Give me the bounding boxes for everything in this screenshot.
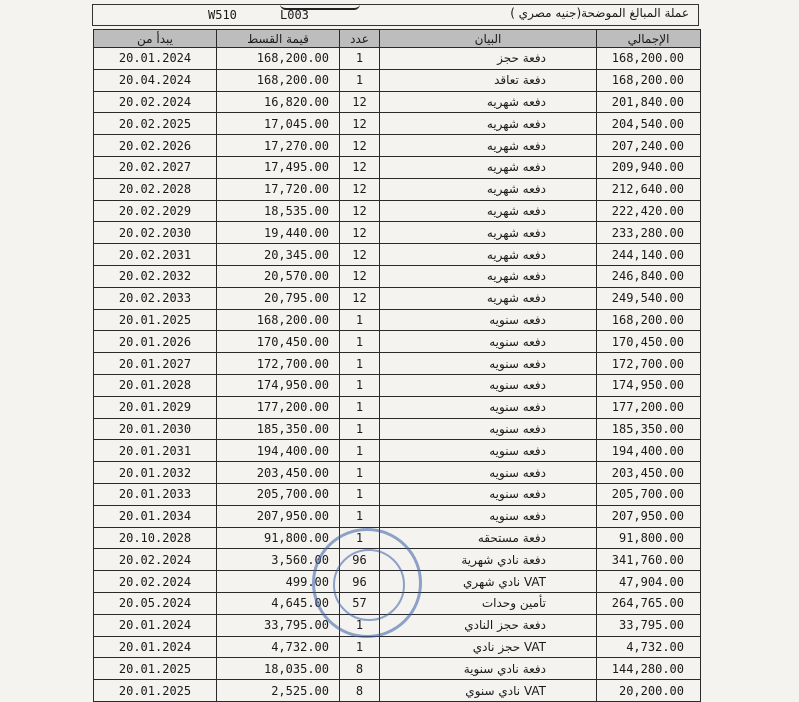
row-count: 12: [340, 200, 380, 222]
row-installment-amount: 17,720.00: [217, 178, 340, 200]
table-row: [94, 440, 701, 462]
row-installment-amount: 17,270.00: [217, 135, 340, 157]
currency-note: عملة المبالغ الموضحة(جنيه مصري ): [510, 6, 689, 20]
column-header-description: البيان: [380, 30, 597, 48]
row-total: 172,700.00: [597, 353, 701, 375]
row-start-date: 20.01.2024: [94, 48, 217, 70]
row-description: دفعة حجز النادي: [380, 614, 597, 636]
row-total: 205,700.00: [597, 483, 701, 505]
row-description: دفعه سنويه: [380, 331, 597, 353]
row-installment-amount: 194,400.00: [217, 440, 340, 462]
row-installment-amount: 172,700.00: [217, 353, 340, 375]
row-installment-amount: 499.00: [217, 571, 340, 593]
row-installment-amount: 177,200.00: [217, 396, 340, 418]
row-count: 12: [340, 135, 380, 157]
row-description: دفعه سنويه: [380, 309, 597, 331]
row-description: دفعه سنويه: [380, 440, 597, 462]
row-start-date: 20.01.2025: [94, 309, 217, 331]
row-total: 33,795.00: [597, 614, 701, 636]
row-start-date: 20.02.2028: [94, 178, 217, 200]
row-installment-amount: 168,200.00: [217, 309, 340, 331]
row-description: دفعه شهريه: [380, 222, 597, 244]
row-start-date: 20.01.2026: [94, 331, 217, 353]
row-start-date: 20.02.2027: [94, 156, 217, 178]
row-count: 96: [340, 571, 380, 593]
row-start-date: 20.02.2024: [94, 549, 217, 571]
table-header-row: [94, 30, 701, 48]
row-count: 12: [340, 91, 380, 113]
row-description: دفعه سنويه: [380, 396, 597, 418]
column-header-total: الإجمالي: [597, 30, 701, 48]
row-total: 246,840.00: [597, 265, 701, 287]
row-start-date: 20.02.2025: [94, 113, 217, 135]
row-start-date: 20.01.2025: [94, 680, 217, 702]
row-installment-amount: 168,200.00: [217, 69, 340, 91]
row-start-date: 20.04.2024: [94, 69, 217, 91]
row-count: 12: [340, 178, 380, 200]
row-count: 1: [340, 614, 380, 636]
table-row: [94, 462, 701, 484]
table-row: [94, 244, 701, 266]
row-count: 1: [340, 48, 380, 70]
row-total: 174,950.00: [597, 374, 701, 396]
table-row: [94, 91, 701, 113]
row-start-date: 20.01.2028: [94, 374, 217, 396]
row-count: 1: [340, 440, 380, 462]
row-total: 204,540.00: [597, 113, 701, 135]
row-total: 222,420.00: [597, 200, 701, 222]
row-start-date: 20.02.2030: [94, 222, 217, 244]
row-count: 1: [340, 636, 380, 658]
row-description: دفعة مستحقه: [380, 527, 597, 549]
table-row: [94, 69, 701, 91]
table-row: [94, 658, 701, 680]
row-description: دفعة نادي سنوية: [380, 658, 597, 680]
row-installment-amount: 168,200.00: [217, 48, 340, 70]
row-count: 96: [340, 549, 380, 571]
table-row: [94, 178, 701, 200]
row-description: دفعه شهريه: [380, 91, 597, 113]
row-installment-amount: 207,950.00: [217, 505, 340, 527]
row-count: 1: [340, 396, 380, 418]
row-start-date: 20.01.2031: [94, 440, 217, 462]
table-row: [94, 680, 701, 702]
table-row: [94, 483, 701, 505]
row-description: دفعه شهريه: [380, 244, 597, 266]
row-start-date: 20.01.2024: [94, 614, 217, 636]
official-stamp-inner-ring: [333, 549, 405, 621]
row-installment-amount: 2,525.00: [217, 680, 340, 702]
row-description: دفعه سنويه: [380, 418, 597, 440]
table-row: [94, 418, 701, 440]
row-start-date: 20.02.2024: [94, 91, 217, 113]
row-total: 203,450.00: [597, 462, 701, 484]
row-start-date: 20.01.2024: [94, 636, 217, 658]
row-total: 91,800.00: [597, 527, 701, 549]
row-description: دفعه سنويه: [380, 483, 597, 505]
row-count: 1: [340, 483, 380, 505]
table-row: [94, 287, 701, 309]
row-description: دفعه شهريه: [380, 113, 597, 135]
row-total: 341,760.00: [597, 549, 701, 571]
table-row: [94, 113, 701, 135]
row-total: 212,640.00: [597, 178, 701, 200]
row-total: 4,732.00: [597, 636, 701, 658]
row-start-date: 20.02.2024: [94, 571, 217, 593]
row-count: 8: [340, 658, 380, 680]
row-count: 57: [340, 592, 380, 614]
row-count: 1: [340, 353, 380, 375]
row-description: VAT نادي شهري: [380, 571, 597, 593]
column-header-installment-amount: قيمة القسط: [217, 30, 340, 48]
row-start-date: 20.01.2029: [94, 396, 217, 418]
row-description: دفعه سنويه: [380, 505, 597, 527]
row-count: 8: [340, 680, 380, 702]
row-description: دفعه شهريه: [380, 178, 597, 200]
row-start-date: 20.02.2032: [94, 265, 217, 287]
row-installment-amount: 3,560.00: [217, 549, 340, 571]
table-row: [94, 396, 701, 418]
row-installment-amount: 16,820.00: [217, 91, 340, 113]
row-description: دفعه سنويه: [380, 374, 597, 396]
table-row: [94, 265, 701, 287]
row-total: 168,200.00: [597, 309, 701, 331]
row-start-date: 20.02.2029: [94, 200, 217, 222]
row-total: 207,240.00: [597, 135, 701, 157]
row-description: دفعه سنويه: [380, 353, 597, 375]
table-row: [94, 156, 701, 178]
row-count: 1: [340, 309, 380, 331]
row-description: دفعة نادي شهرية: [380, 549, 597, 571]
table-row: [94, 309, 701, 331]
row-total: 209,940.00: [597, 156, 701, 178]
row-start-date: 20.01.2027: [94, 353, 217, 375]
table-row: [94, 48, 701, 70]
table-row: [94, 636, 701, 658]
table-row: [94, 374, 701, 396]
row-start-date: 20.05.2024: [94, 592, 217, 614]
row-description: دفعة حجز: [380, 48, 597, 70]
row-count: 1: [340, 374, 380, 396]
row-start-date: 20.02.2031: [94, 244, 217, 266]
row-installment-amount: 18,535.00: [217, 200, 340, 222]
row-count: 1: [340, 505, 380, 527]
unit-code-a: W510: [208, 8, 237, 22]
row-total: 201,840.00: [597, 91, 701, 113]
row-total: 20,200.00: [597, 680, 701, 702]
row-total: 177,200.00: [597, 396, 701, 418]
row-count: 12: [340, 244, 380, 266]
row-count: 12: [340, 265, 380, 287]
row-count: 1: [340, 462, 380, 484]
row-installment-amount: 19,440.00: [217, 222, 340, 244]
row-count: 1: [340, 527, 380, 549]
row-count: 12: [340, 113, 380, 135]
row-installment-amount: 174,950.00: [217, 374, 340, 396]
row-description: دفعة تعاقد: [380, 69, 597, 91]
row-total: 168,200.00: [597, 69, 701, 91]
table-row: [94, 222, 701, 244]
row-total: 185,350.00: [597, 418, 701, 440]
row-installment-amount: 185,350.00: [217, 418, 340, 440]
row-installment-amount: 20,795.00: [217, 287, 340, 309]
row-description: دفعه شهريه: [380, 265, 597, 287]
row-installment-amount: 170,450.00: [217, 331, 340, 353]
row-description: دفعه سنويه: [380, 462, 597, 484]
row-total: 244,140.00: [597, 244, 701, 266]
row-start-date: 20.02.2026: [94, 135, 217, 157]
row-installment-amount: 20,345.00: [217, 244, 340, 266]
row-installment-amount: 17,045.00: [217, 113, 340, 135]
row-description: دفعه شهريه: [380, 287, 597, 309]
row-installment-amount: 20,570.00: [217, 265, 340, 287]
row-total: 168,200.00: [597, 48, 701, 70]
row-count: 1: [340, 418, 380, 440]
row-count: 12: [340, 156, 380, 178]
row-description: VAT نادي سنوي: [380, 680, 597, 702]
row-description: VAT حجز نادي: [380, 636, 597, 658]
row-description: تأمين وحدات: [380, 592, 597, 614]
row-description: دفعه شهريه: [380, 156, 597, 178]
row-installment-amount: 205,700.00: [217, 483, 340, 505]
row-start-date: 20.01.2030: [94, 418, 217, 440]
row-total: 264,765.00: [597, 592, 701, 614]
row-start-date: 20.01.2032: [94, 462, 217, 484]
row-count: 12: [340, 287, 380, 309]
column-header-count: عدد: [340, 30, 380, 48]
row-count: 1: [340, 69, 380, 91]
row-total: 194,400.00: [597, 440, 701, 462]
row-start-date: 20.01.2033: [94, 483, 217, 505]
row-total: 233,280.00: [597, 222, 701, 244]
table-row: [94, 353, 701, 375]
row-start-date: 20.01.2034: [94, 505, 217, 527]
table-row: [94, 331, 701, 353]
official-stamp: [312, 528, 422, 638]
row-installment-amount: 18,035.00: [217, 658, 340, 680]
table-row: [94, 135, 701, 157]
row-total: 47,904.00: [597, 571, 701, 593]
row-total: 207,950.00: [597, 505, 701, 527]
row-total: 249,540.00: [597, 287, 701, 309]
row-count: 1: [340, 331, 380, 353]
row-start-date: 20.01.2025: [94, 658, 217, 680]
row-total: 144,280.00: [597, 658, 701, 680]
unit-code-b: L003: [280, 8, 309, 22]
row-installment-amount: 33,795.00: [217, 614, 340, 636]
row-installment-amount: 4,732.00: [217, 636, 340, 658]
row-start-date: 20.02.2033: [94, 287, 217, 309]
table-row: [94, 505, 701, 527]
row-installment-amount: 203,450.00: [217, 462, 340, 484]
row-description: دفعه شهريه: [380, 135, 597, 157]
column-header-start-date: يبدأ من: [94, 30, 217, 48]
row-total: 170,450.00: [597, 331, 701, 353]
row-installment-amount: 91,800.00: [217, 527, 340, 549]
row-description: دفعه شهريه: [380, 200, 597, 222]
row-installment-amount: 4,645.00: [217, 592, 340, 614]
row-start-date: 20.10.2028: [94, 527, 217, 549]
row-count: 12: [340, 222, 380, 244]
row-installment-amount: 17,495.00: [217, 156, 340, 178]
table-row: [94, 200, 701, 222]
